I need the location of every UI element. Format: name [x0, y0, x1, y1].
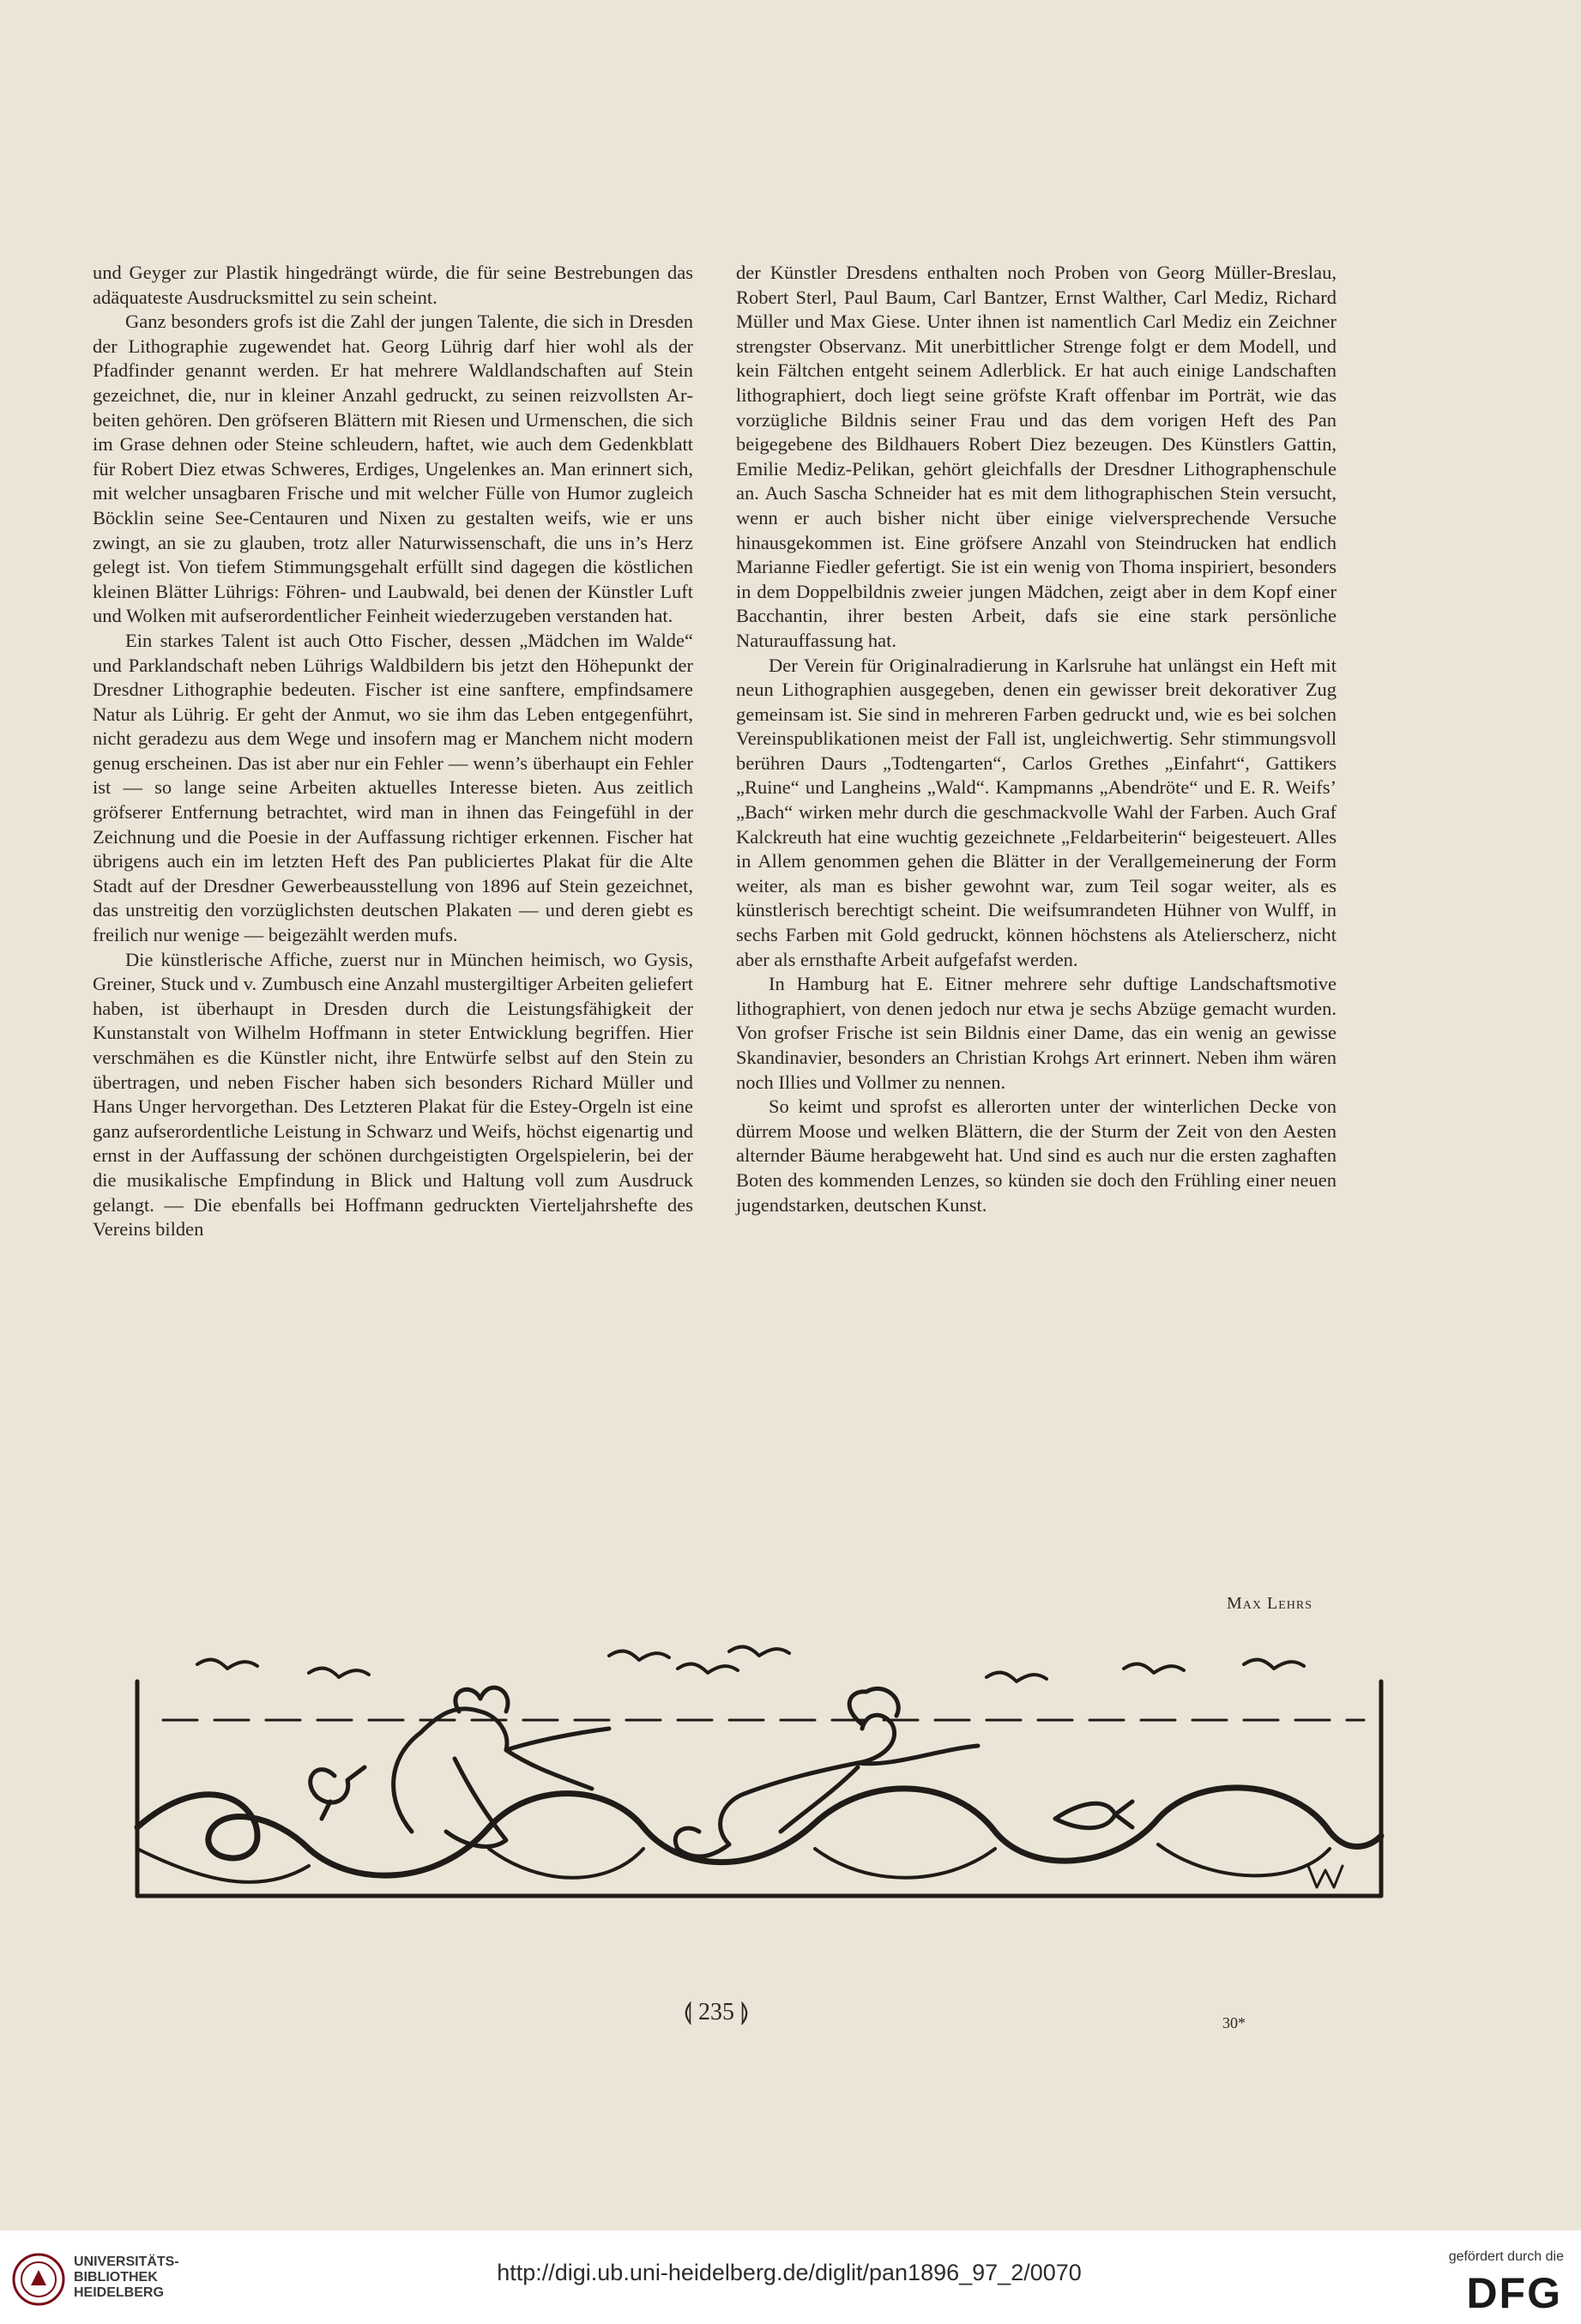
mermaid-figure	[721, 1715, 978, 1844]
paragraph: Ganz besonders grofs ist die Zahl der jungen Talente, die sich in Dresden der Lithographie zugewendet hat. Georg Lührig darf hier wohl als der Pfadfinder genannt werden. Er hat mehrere Waldlandschaften auf Stein gezeichnet, die, nur in kleiner Anzahl gedruckt, zu seinen reizvollsten Arbeiten gehören. Den gröfseren Blättern mit Riesen und Urmenschen, die sich im Grase dehnen oder Steine schleudern, haftet, wie auch dem Gedenkblatt für Robert Diez etwas Schweres, Erdiges, Ungelenkes an. Man erinnert sich, mit welcher unsagbaren Frische und mit welcher Fülle von Humor zugleich Böcklin seine See-Centauren und Nixen zu gestalten weifs, wie er uns zwingt, an sie zu glauben, trotz aller Naturwissenschaft, die uns in’s Herz gelegt ist. Von tiefem Stimmungsgehalt erfüllt sind dagegen die köstlichen kleinen Blätter Lührigs: Föhren- und Laubwald, bei denen der Künstler Luft und Wolken mit aufserordentlicher Feinheit wiederzugeben verstanden hat.	[93, 311, 693, 627]
paragraph: In Hamburg hat E. Eitner mehrere sehr duftige Landschaftsmotive lithographiert, von denen jedoch nur etwa je sechs Abzüge gemacht wurden. Von grofser Frische ist sein Bildnis einer Dame, das ein wenig an gewisse Skandinavier, besonders an Christian Krohgs Art erinnert. Neben ihm wären noch Illies und Vollmer zu nennen.	[736, 973, 1337, 1093]
paragraph: und Geyger zur Plastik hingedrängt würde, die für seine Bestrebungen das adäquateste Ausdrucksmittel zu sein scheint.	[93, 262, 693, 308]
left-column	[93, 261, 693, 1242]
bird	[309, 1669, 369, 1677]
fish-left	[311, 1767, 365, 1819]
paragraph: Die künstlerische Affiche, zuerst nur in München heimisch, wo Gysis, Greiner, Stuck und v. Zumbusch eine Anzahl mustergiltiger Arbeiten geliefert haben, ist überhaupt in Dresden durch die Leistungsfähigkeit der Kunstanstalt von Wilhelm Hoffmann in steter Entwicklung begriffen. Hier verschmähen es die Künstler nicht, ihre Entwürfe selbst auf den Stein zu übertragen, und neben Fischer haben sich besonders Richard Müller und Hans Unger hervorgethan. Des Letzteren Plakat für die Estey-Orgeln ist eine ganz aufserordentliche Leistung in Schwarz und Weifs, höchst eigenartig und ernst in der Auffassung der schönen durchgeistigten Orgelspielerin, bei der die musikalische Empfindung in Blick und Haltung voll zum Ausdruck gelangt. — Die ebenfalls bei Hoffmann gedruckten Vierteljahrshefte des Vereins bilden	[93, 948, 693, 1240]
bird	[1244, 1660, 1304, 1669]
paragraph: So keimt und sprofst es allerorten unter der winterlichen Decke von dürrem Moose und welken Blättern, die der Sturm der Zeit von den Aesten alternder Bäume herabgeweht hat. Und sind es auch nur die ersten zaghaften Boten des kommenden Lenzes, so künden sie doch den Frühling einer neuen jugendstarken, deutschen Kunst.	[736, 1096, 1337, 1216]
mermaid-sea-illustration	[129, 1630, 1398, 1913]
bird	[1124, 1664, 1184, 1673]
source-url-link[interactable]: http://digi.ub.uni-heidelberg.de/diglit/pan1896_97_2/0070	[497, 2260, 1082, 2285]
author-signature: Max Lehrs	[1226, 1594, 1312, 1613]
bird	[678, 1664, 738, 1673]
paragraph: der Künstler Dresdens enthalten noch Proben von Georg Müller-Breslau, Robert Sterl, Paul Baum, Carl Bantzer, Ernst Walther, Carl Mediz, Richard Müller und Max Giese. Unter ihnen ist namentlich Carl Mediz ein Zeichner strengster Observanz. Mit unerbittlicher Strenge folgt er dem Modell, und kein Fältchen entgeht seinem Adlerblick. Er hat auch einige Landschaften lithographiert, doch liegt seine gröfste Kraft offenbar im Porträt, wie das vorzügliche Bildnis seiner Frau und das dem vorigen Heft des Pan beigegebene des Bildhauers Robert Diez bezeugen. Des Künstlers Gattin, Emilie Mediz-Pelikan, gehört gleichfalls der Dresdner Lithographenschule an. Auch Sascha Schneider hat es mit dem lithographischen Stein versucht, wenn er auch bisher nicht über einige vielversprechende Versuche hinausgekommen ist. Eine gröfsere Anzahl von Steindrucken hat endlich Marianne Fiedler gefertigt. Sie ist ein wenig von Thoma inspiriert, besonders in dem Doppelbildnis zweier jungen Mädchen, zeigt aber in dem Kopf einer Bacchantin, ihrer besten Arbeit, dafs sie eine stark persönliche Naturauffassung hat.	[736, 262, 1337, 651]
dfg-logo: DFG	[1466, 2269, 1562, 2317]
signature-mark: 30*	[1222, 2014, 1246, 2031]
paragraph: Der Verein für Originalradierung in Karlsruhe hat unlängst ein Heft mit neun Lithographien ausgegeben, denen ein gewisser breit dekorativer Zug gemeinsam ist. Sie sind in mehreren Farben gedruckt und, wie es bei solchen Vereinspublikationen meist der Fall ist, ungleichwertig. Sehr stimmungsvoll berühren Daurs „Todtengarten“, Carlos Grethes „Einfahrt“, Gattikers „Ruine“ und Langheins „Wald“. Kampmanns „Abendröte“ und E. R. Weifs’ „Bach“ wirken mehr durch die geschmackvolle Wahl der Farben. Auch Graf Kalckreuth hat eine wuchtig gezeichnete „Feldarbeiterin“ beigesteuert. Alles in Allem genommen gehen die Blätter in der Verallgemeinerung der Form weiter, als man es bisher gewohnt war, zum Teil sogar weiter, als es künstlerisch berechtigt scheint. Die weifsumrandeten Hühner von Wulff, in sechs Farben mit Gold gedruckt, können höchstens als Atelierscherz, nicht aber als ernsthafte Arbeit aufgefafst werden.	[736, 654, 1337, 970]
institution-name: UNIVERSITÄTS- BIBLIOTHEK HEIDELBERG	[74, 2255, 179, 2300]
bird	[197, 1660, 257, 1669]
university-seal-icon	[12, 2253, 65, 2306]
right-column	[736, 261, 1337, 1217]
page-number: ⟬ 235 ⟭	[683, 1999, 750, 2025]
left-bracket-ornament: ⟬	[683, 1999, 698, 2025]
bird	[609, 1651, 669, 1660]
paragraph: Ein starkes Talent ist auch Otto Fischer, dessen „Mädchen im Walde“ und Parklandschaft neben Lührigs Waldbildern bis jetzt den Höhepunkt der Dresdner Lithographie bedeuten. Fischer ist eine sanftere, empfindsamere Natur als Lührig. Er geht der Anmut, wo sie ihm das Leben entgegenführt, nicht geradezu aus dem Wege und insofern mag er Manchem nicht modern genug erscheinen. Das ist aber nur ein Fehler — wenn’s überhaupt ein Fehler ist — so lange seine Arbeiten aktuelles Interesse bieten. Aus zeitlich gröfserer Entfernung betrachtet, wird man in ihnen das Feingefühl in der Zeichnung und die Poesie in der Auffassung richtiger erkennen. Fischer hat übrigens auch ein im letzten Heft des Pan publiciertes Plakat für die Alte Stadt auf der Dresdner Gewerbeausstellung von 1896 auf Stein gezeichnet, das unstreitig den vorzüglichsten deutschen Plakaten — und deren giebt es freilich nur wenige — beigezählt werden mufs.	[93, 629, 693, 946]
bird	[987, 1673, 1047, 1681]
right-bracket-ornament: ⟭	[734, 1999, 750, 2025]
merman-figure	[394, 1709, 609, 1847]
bird	[729, 1647, 789, 1656]
digitization-footer	[0, 2230, 1581, 2324]
fish-right	[1055, 1802, 1132, 1828]
artist-monogram	[1308, 1866, 1343, 1887]
funded-by-text: gefördert durch die	[1448, 2249, 1564, 2264]
